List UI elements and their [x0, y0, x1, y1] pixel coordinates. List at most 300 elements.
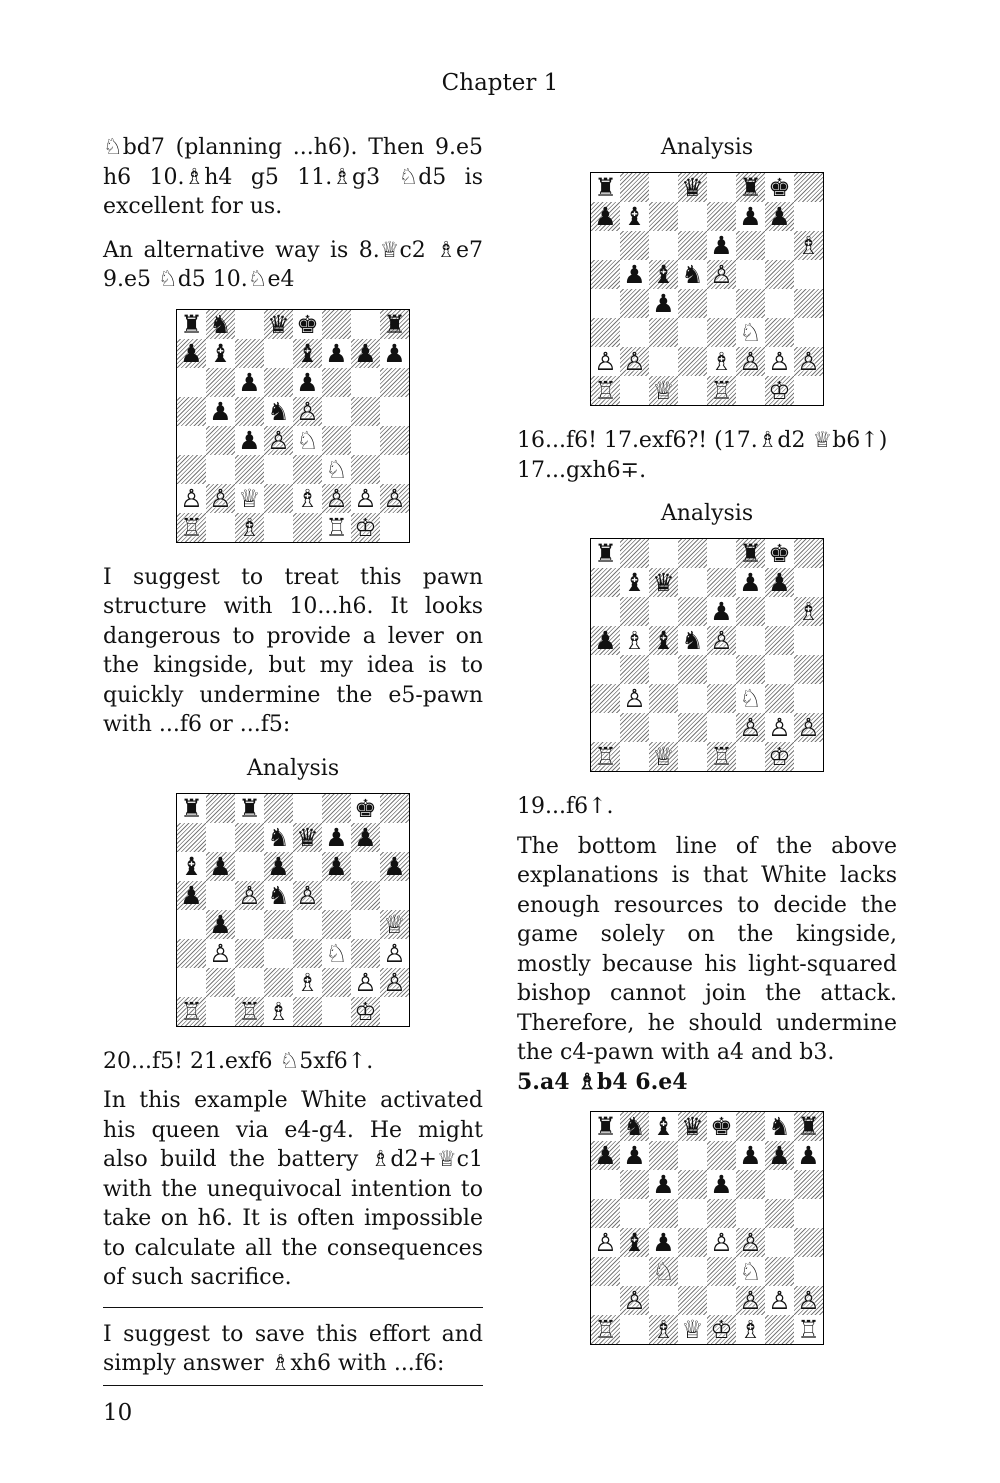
white-pawn-icon: ♙	[238, 880, 261, 910]
board-square	[765, 1199, 794, 1228]
black-rook-icon: ♜	[739, 539, 762, 568]
board-square	[620, 260, 649, 289]
board-square	[678, 655, 707, 684]
board-square	[206, 368, 235, 397]
board-square	[620, 539, 649, 568]
board-square	[736, 655, 765, 684]
white-pawn-icon: ♙	[354, 967, 377, 997]
white-king-icon: ♔	[354, 996, 377, 1026]
board-square	[765, 655, 794, 684]
white-bishop-icon: ♗	[296, 483, 319, 513]
board-square	[591, 742, 620, 771]
board-square	[293, 513, 322, 542]
board-square	[293, 426, 322, 455]
board-square	[177, 339, 206, 368]
white-pawn-icon: ♙	[267, 425, 290, 455]
black-bishop-icon: ♝	[209, 338, 232, 368]
black-pawn-icon: ♟	[623, 260, 646, 289]
board-square	[293, 339, 322, 368]
board-square	[794, 626, 823, 655]
board-square	[707, 376, 736, 405]
board-square	[380, 823, 409, 852]
board-square	[736, 260, 765, 289]
board-square	[264, 794, 293, 823]
board-square	[235, 939, 264, 968]
board-square	[707, 1141, 736, 1170]
white-king-icon: ♔	[768, 742, 791, 771]
board-square	[620, 1257, 649, 1286]
black-pawn-icon: ♟	[594, 1141, 617, 1170]
board-square	[322, 426, 351, 455]
white-pawn-icon: ♙	[383, 938, 406, 968]
board-square	[736, 539, 765, 568]
black-knight-icon: ♞	[267, 880, 290, 910]
white-knight-icon: ♘	[325, 454, 348, 484]
board-square	[678, 173, 707, 202]
board-square	[678, 289, 707, 318]
board-square	[322, 397, 351, 426]
board-square	[620, 626, 649, 655]
board-square	[351, 968, 380, 997]
board-square	[765, 260, 794, 289]
board-square	[235, 823, 264, 852]
white-rook-icon: ♖	[594, 1315, 617, 1344]
board-square	[649, 318, 678, 347]
white-pawn-icon: ♙	[797, 713, 820, 742]
diagram-caption: Analysis	[246, 755, 340, 781]
left-column	[103, 133, 483, 1398]
board-square	[707, 173, 736, 202]
board-square	[206, 939, 235, 968]
black-knight-icon: ♞	[209, 309, 232, 339]
board-square	[707, 1112, 736, 1141]
board-square	[351, 823, 380, 852]
board-square	[322, 823, 351, 852]
board-square	[351, 310, 380, 339]
board-square	[649, 1286, 678, 1315]
paragraph: ♘bd7 (planning ...h6). Then 9.e5 h6 10.♗h4 g5 11.♗g3 ♘d5 is excellent for us.	[103, 135, 483, 219]
board-square	[678, 1170, 707, 1199]
black-pawn-icon: ♟	[652, 1228, 675, 1257]
board-square	[380, 455, 409, 484]
white-pawn-icon: ♙	[383, 483, 406, 513]
board-square	[177, 513, 206, 542]
board-square	[794, 713, 823, 742]
board-square	[591, 626, 620, 655]
board-square	[707, 289, 736, 318]
board-square	[736, 376, 765, 405]
chess-diagram	[590, 538, 824, 772]
white-bishop-icon: ♗	[238, 512, 261, 542]
black-pawn-icon: ♟	[768, 568, 791, 597]
board-square	[264, 968, 293, 997]
paragraph: The bottom line of the above explanations is that White lacks enough resources to decide the game solely on the kingside, mostly because his light-squared bishop cannot join the attack. Therefore, he should undermine the c4-pawn with a4 and b3.	[517, 833, 897, 1065]
black-knight-icon: ♞	[267, 396, 290, 426]
white-bishop-icon: ♗	[623, 626, 646, 655]
black-knight-icon: ♞	[768, 1112, 791, 1141]
board-square	[707, 202, 736, 231]
board-square	[177, 426, 206, 455]
board-square	[736, 1141, 765, 1170]
black-pawn-icon: ♟	[325, 822, 348, 852]
board-square	[736, 173, 765, 202]
board-square	[765, 173, 794, 202]
black-pawn-icon: ♟	[296, 367, 319, 397]
board-square	[678, 597, 707, 626]
board-square	[322, 794, 351, 823]
board-square	[649, 1170, 678, 1199]
board-square	[177, 910, 206, 939]
black-pawn-icon: ♟	[325, 338, 348, 368]
black-bishop-icon: ♝	[180, 851, 203, 881]
board-square	[351, 426, 380, 455]
board-square	[765, 1228, 794, 1257]
board-square	[591, 713, 620, 742]
board-square	[794, 231, 823, 260]
white-pawn-icon: ♙	[739, 1286, 762, 1315]
white-bishop-icon: ♗	[710, 347, 733, 376]
black-queen-icon: ♛	[652, 568, 675, 597]
white-pawn-icon: ♙	[623, 1286, 646, 1315]
black-pawn-icon: ♟	[238, 425, 261, 455]
board-square	[206, 910, 235, 939]
board-square	[736, 202, 765, 231]
black-pawn-icon: ♟	[652, 289, 675, 318]
board-square	[380, 484, 409, 513]
white-pawn-icon: ♙	[296, 880, 319, 910]
move-line: 5.a4 ♗b4 6.e4	[517, 1068, 688, 1095]
chapter-header: Chapter 1	[441, 70, 559, 96]
black-pawn-icon: ♟	[209, 909, 232, 939]
board-square	[765, 1257, 794, 1286]
board-square	[380, 513, 409, 542]
board-square	[264, 368, 293, 397]
white-king-icon: ♔	[354, 512, 377, 542]
board-square	[206, 968, 235, 997]
board-square	[649, 1141, 678, 1170]
diagram-caption: Analysis	[660, 501, 754, 526]
right-column	[517, 133, 897, 1365]
board-square	[591, 597, 620, 626]
board-square	[322, 513, 351, 542]
board-square	[736, 626, 765, 655]
board-square	[707, 318, 736, 347]
white-pawn-icon: ♙	[209, 483, 232, 513]
diagram-caption: Analysis	[660, 135, 754, 160]
board-square	[678, 742, 707, 771]
board-square	[736, 684, 765, 713]
black-king-icon: ♚	[296, 309, 319, 339]
white-bishop-icon: ♗	[739, 1315, 762, 1344]
board-square	[264, 910, 293, 939]
board-square	[591, 318, 620, 347]
board-square	[678, 1315, 707, 1344]
board-square	[794, 1228, 823, 1257]
board-square	[380, 968, 409, 997]
white-pawn-icon: ♙	[710, 260, 733, 289]
black-pawn-icon: ♟	[594, 202, 617, 231]
board-square	[177, 484, 206, 513]
board-square	[707, 1286, 736, 1315]
board-square	[620, 655, 649, 684]
board-square	[206, 310, 235, 339]
black-rook-icon: ♜	[180, 793, 203, 823]
board-square	[620, 1170, 649, 1199]
board-square	[678, 1112, 707, 1141]
board-square	[707, 713, 736, 742]
board-square	[177, 968, 206, 997]
board-square	[620, 231, 649, 260]
board-square	[620, 1199, 649, 1228]
board-square	[293, 881, 322, 910]
board-square	[794, 568, 823, 597]
board-square	[620, 1286, 649, 1315]
black-pawn-icon: ♟	[768, 202, 791, 231]
black-knight-icon: ♞	[623, 1112, 646, 1141]
black-pawn-icon: ♟	[209, 396, 232, 426]
board-square	[736, 1112, 765, 1141]
white-queen-icon: ♕	[652, 742, 675, 771]
board-square	[591, 1228, 620, 1257]
board-square	[620, 684, 649, 713]
white-pawn-icon: ♙	[768, 347, 791, 376]
board-square	[351, 939, 380, 968]
board-square	[765, 742, 794, 771]
black-pawn-icon: ♟	[325, 851, 348, 881]
divider	[103, 1385, 483, 1386]
board-square	[707, 1228, 736, 1257]
board-square	[765, 1286, 794, 1315]
black-rook-icon: ♜	[797, 1112, 820, 1141]
black-rook-icon: ♜	[383, 309, 406, 339]
board-square	[707, 742, 736, 771]
board-square	[649, 1199, 678, 1228]
board-square	[380, 852, 409, 881]
board-square	[794, 318, 823, 347]
board-square	[380, 881, 409, 910]
board-square	[736, 713, 765, 742]
board-square	[678, 1199, 707, 1228]
board-square	[649, 173, 678, 202]
board-square	[620, 1315, 649, 1344]
board-square	[380, 426, 409, 455]
board-square	[351, 794, 380, 823]
black-bishop-icon: ♝	[623, 1228, 646, 1257]
board-square	[649, 539, 678, 568]
board-square	[177, 455, 206, 484]
board-square	[293, 997, 322, 1026]
chess-diagram	[590, 172, 824, 406]
black-pawn-icon: ♟	[180, 880, 203, 910]
white-pawn-icon: ♙	[594, 1228, 617, 1257]
white-pawn-icon: ♙	[768, 1286, 791, 1315]
board-square	[322, 339, 351, 368]
board-square	[235, 310, 264, 339]
board-square	[649, 742, 678, 771]
board-square	[206, 852, 235, 881]
board-square	[380, 397, 409, 426]
board-square	[707, 626, 736, 655]
board-square	[765, 1112, 794, 1141]
white-queen-icon: ♕	[681, 1315, 704, 1344]
black-pawn-icon: ♟	[797, 1141, 820, 1170]
board-square	[765, 1315, 794, 1344]
board-square	[177, 939, 206, 968]
paragraph: I suggest to treat this pawn structure with 10...h6. It looks dangerous to provide a lever on the kingside, but my idea is to quickly undermine the e5-pawn with ...f6 or ...f5:	[103, 564, 483, 737]
board-square	[765, 318, 794, 347]
board-square	[649, 1112, 678, 1141]
board-square	[736, 1257, 765, 1286]
black-bishop-icon: ♝	[652, 260, 675, 289]
divider	[103, 1307, 483, 1308]
board-square	[351, 397, 380, 426]
board-square	[649, 713, 678, 742]
white-rook-icon: ♖	[710, 376, 733, 405]
board-square	[765, 376, 794, 405]
board-square	[351, 997, 380, 1026]
board-square	[649, 347, 678, 376]
board-square	[322, 968, 351, 997]
white-knight-icon: ♘	[739, 318, 762, 347]
board-square	[620, 376, 649, 405]
board-square	[707, 231, 736, 260]
white-pawn-icon: ♙	[180, 483, 203, 513]
board-square	[235, 426, 264, 455]
board-square	[765, 713, 794, 742]
board-square	[264, 881, 293, 910]
board-square	[591, 1170, 620, 1199]
white-pawn-icon: ♙	[797, 1286, 820, 1315]
black-pawn-icon: ♟	[739, 568, 762, 597]
black-knight-icon: ♞	[681, 626, 704, 655]
page-number: 10	[103, 1400, 133, 1426]
board-square	[794, 684, 823, 713]
board-square	[794, 1315, 823, 1344]
board-square	[794, 742, 823, 771]
black-queen-icon: ♛	[267, 309, 290, 339]
board-square	[264, 513, 293, 542]
paragraph: 19...f6↑.	[517, 794, 614, 819]
board-square	[177, 368, 206, 397]
board-square	[620, 742, 649, 771]
board-square	[678, 1257, 707, 1286]
board-square	[707, 260, 736, 289]
board-square	[293, 939, 322, 968]
board-square	[620, 347, 649, 376]
paragraph: I suggest to save this effort and simply answer ♗xh6 with ...f6:	[103, 1321, 483, 1376]
black-pawn-icon: ♟	[383, 338, 406, 368]
board-square	[794, 173, 823, 202]
board-square	[620, 173, 649, 202]
board-square	[351, 368, 380, 397]
board-square	[736, 1228, 765, 1257]
board-square	[649, 1228, 678, 1257]
board-square	[380, 368, 409, 397]
black-pawn-icon: ♟	[739, 1141, 762, 1170]
board-square	[322, 910, 351, 939]
white-pawn-icon: ♙	[209, 938, 232, 968]
board-square	[649, 202, 678, 231]
board-square	[293, 910, 322, 939]
black-king-icon: ♚	[710, 1112, 733, 1141]
board-square	[351, 339, 380, 368]
board-square	[322, 368, 351, 397]
white-pawn-icon: ♙	[768, 713, 791, 742]
board-square	[591, 684, 620, 713]
board-square	[235, 513, 264, 542]
board-square	[678, 713, 707, 742]
board-square	[177, 881, 206, 910]
black-king-icon: ♚	[354, 793, 377, 823]
black-king-icon: ♚	[768, 539, 791, 568]
board-square	[235, 968, 264, 997]
paragraph: In this example White activated his queen via e4-g4. He might also build the battery ♗d2+♕c1 with the unequivocal intention to take on h6. It is often impossible to calculate all the consequences of such sacrifice.	[103, 1088, 483, 1290]
board-square	[235, 997, 264, 1026]
white-rook-icon: ♖	[180, 996, 203, 1026]
board-square	[351, 881, 380, 910]
board-square	[736, 742, 765, 771]
black-pawn-icon: ♟	[710, 597, 733, 626]
board-square	[678, 626, 707, 655]
black-bishop-icon: ♝	[296, 338, 319, 368]
board-square	[591, 1112, 620, 1141]
board-square	[293, 852, 322, 881]
board-square	[765, 597, 794, 626]
white-pawn-icon: ♙	[623, 684, 646, 713]
white-rook-icon: ♖	[180, 512, 203, 542]
white-king-icon: ♔	[768, 376, 791, 405]
paragraph: An alternative way is 8.♕c2 ♗e7 9.e5 ♘d5 10.♘e4	[103, 237, 483, 292]
white-pawn-icon: ♙	[623, 347, 646, 376]
board-square	[177, 397, 206, 426]
black-pawn-icon: ♟	[180, 338, 203, 368]
board-square	[591, 655, 620, 684]
board-square	[620, 202, 649, 231]
board-square	[206, 339, 235, 368]
black-pawn-icon: ♟	[354, 338, 377, 368]
board-square	[736, 597, 765, 626]
board-square	[649, 568, 678, 597]
white-knight-icon: ♘	[296, 425, 319, 455]
white-queen-icon: ♕	[238, 483, 261, 513]
board-square	[235, 368, 264, 397]
black-pawn-icon: ♟	[594, 626, 617, 655]
white-bishop-icon: ♗	[296, 967, 319, 997]
board-square	[649, 597, 678, 626]
white-rook-icon: ♖	[325, 512, 348, 542]
board-square	[206, 455, 235, 484]
board-square	[765, 568, 794, 597]
white-pawn-icon: ♙	[739, 1228, 762, 1257]
board-square	[678, 231, 707, 260]
board-square	[765, 1141, 794, 1170]
white-pawn-icon: ♙	[383, 967, 406, 997]
board-square	[707, 1257, 736, 1286]
board-square	[794, 1257, 823, 1286]
board-square	[765, 289, 794, 318]
board-square	[351, 852, 380, 881]
board-square	[380, 910, 409, 939]
black-pawn-icon: ♟	[238, 367, 261, 397]
board-square	[235, 484, 264, 513]
board-square	[765, 231, 794, 260]
board-square	[591, 1315, 620, 1344]
board-square	[591, 539, 620, 568]
board-square	[765, 626, 794, 655]
board-square	[206, 794, 235, 823]
board-square	[678, 1286, 707, 1315]
board-square	[736, 1286, 765, 1315]
